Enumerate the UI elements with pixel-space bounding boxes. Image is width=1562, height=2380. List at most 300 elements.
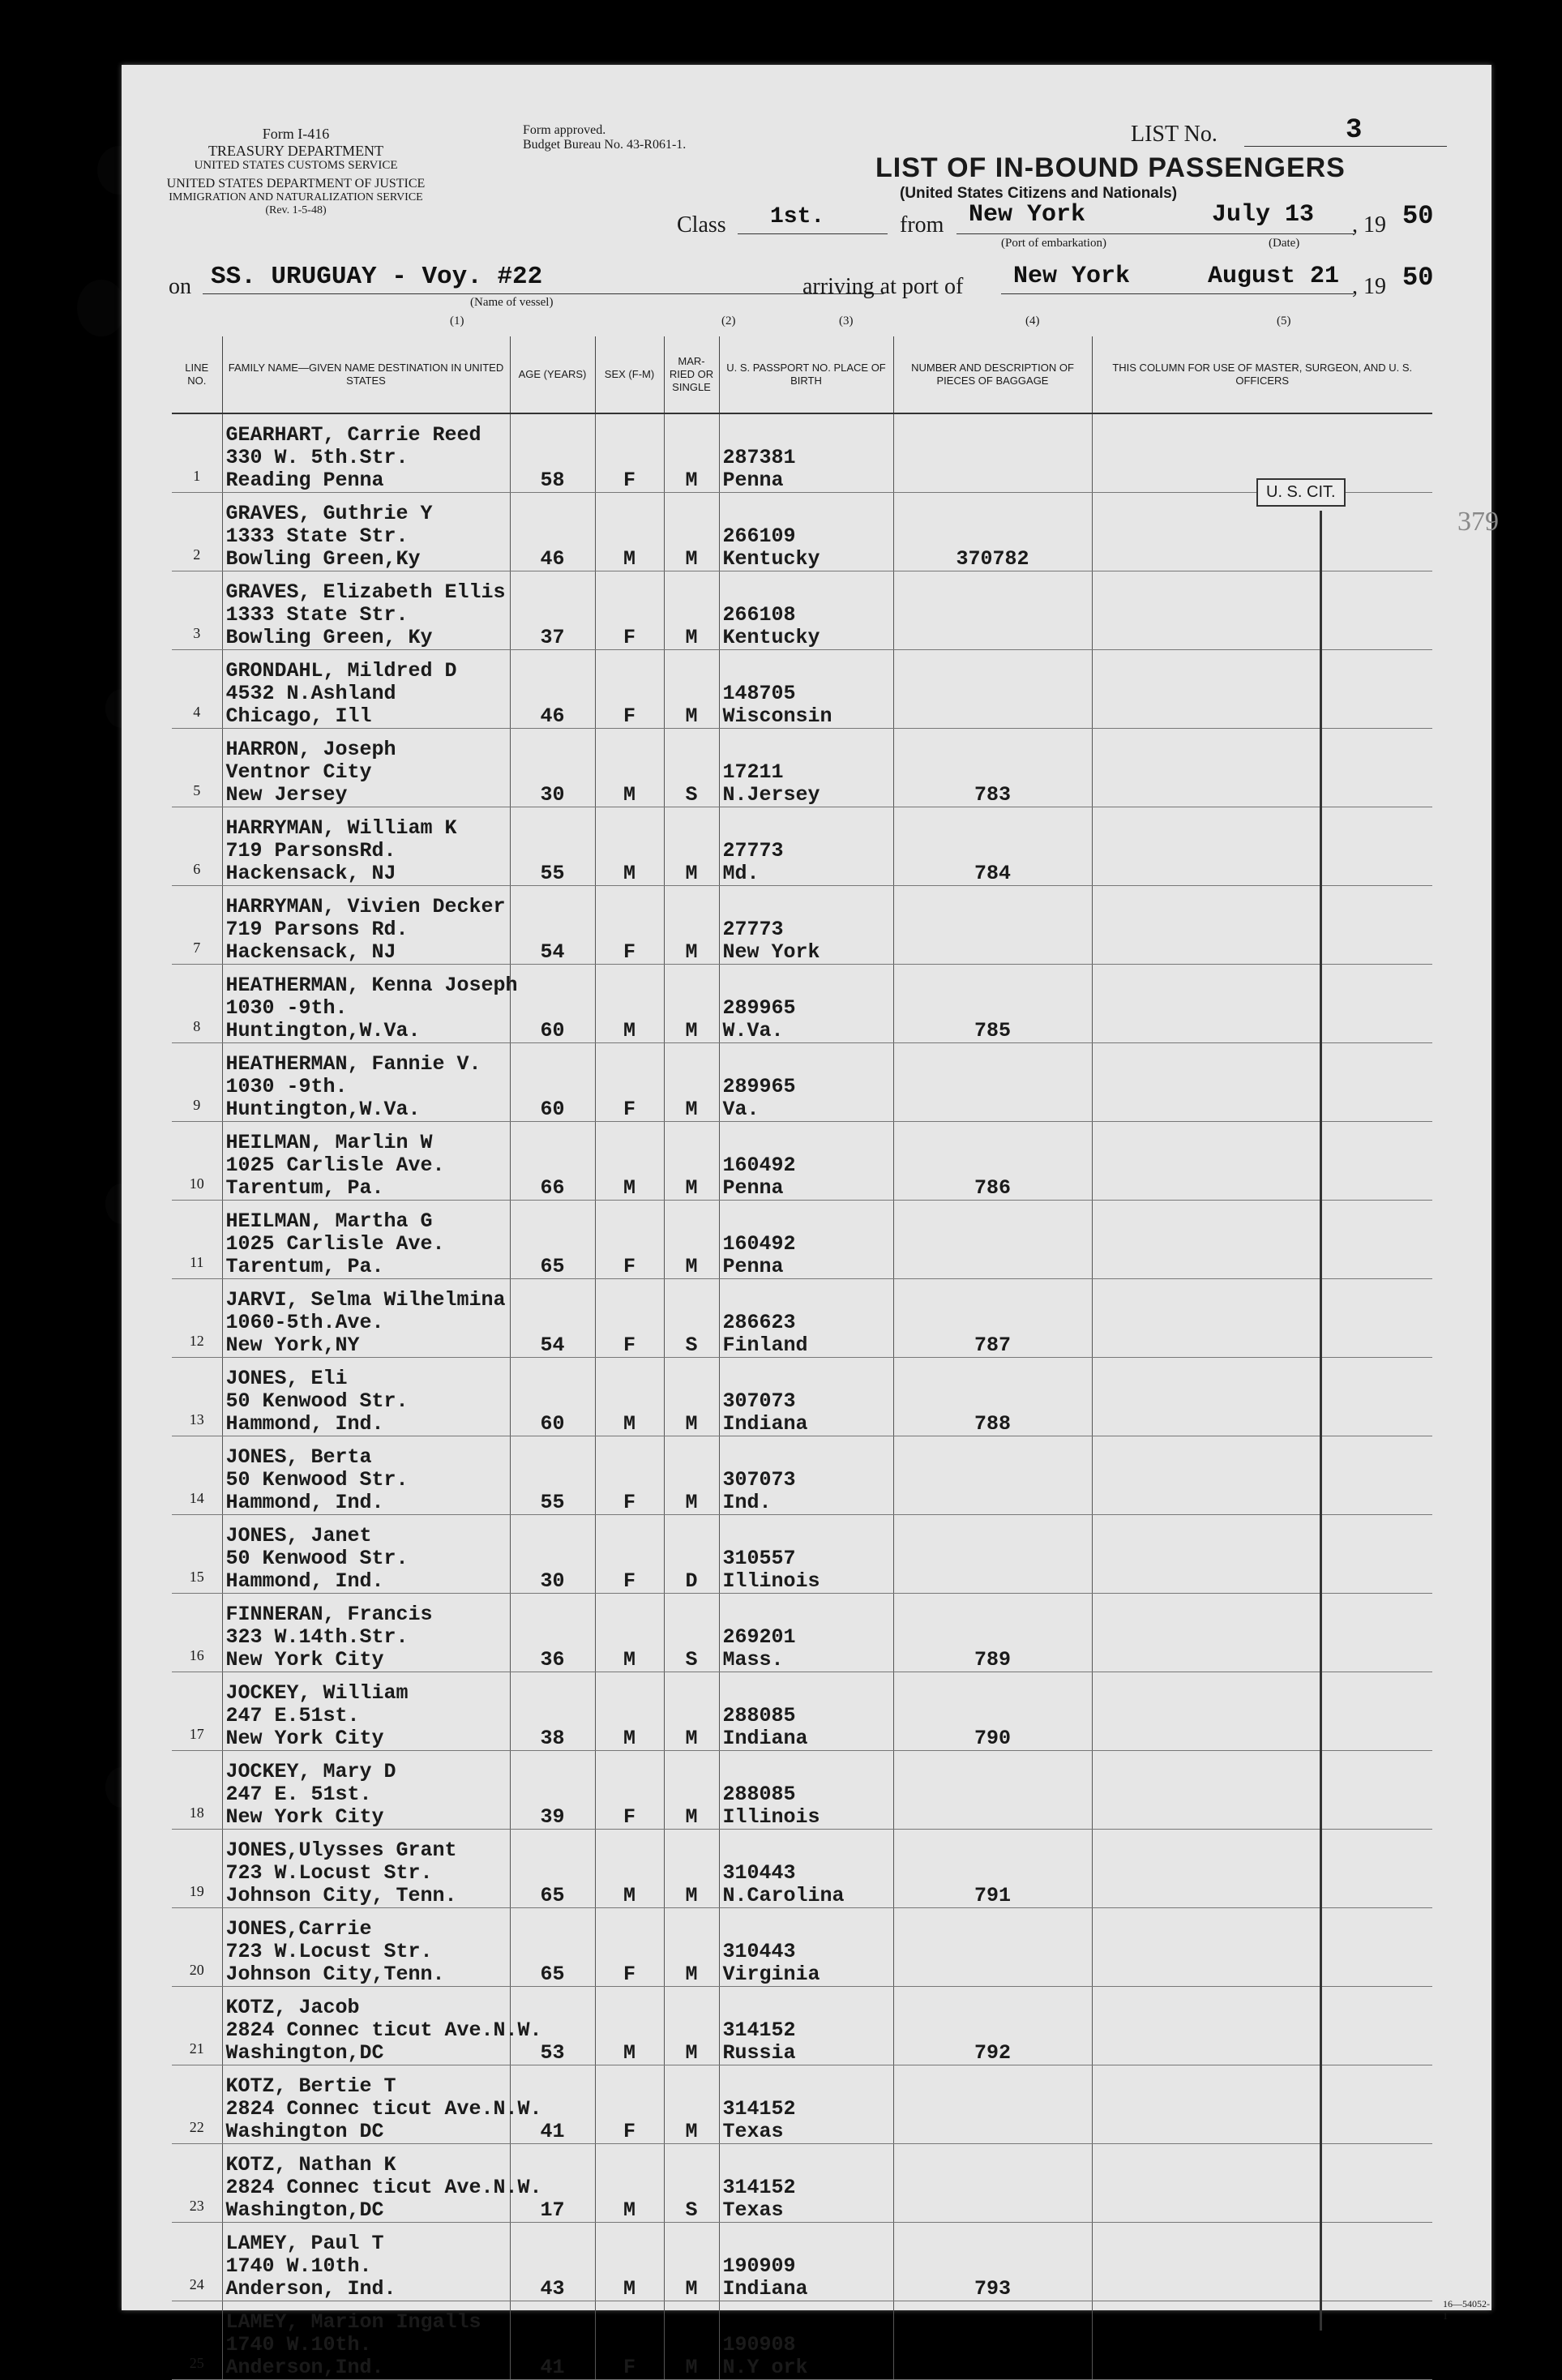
age-cell xyxy=(510,1201,595,1279)
passenger-name-cell xyxy=(222,1987,542,2065)
line-number-line: 8 xyxy=(193,1018,201,1034)
form-number: Form I-416 xyxy=(262,126,330,142)
passport-cell-birth: Finland xyxy=(722,1333,808,1357)
line-number xyxy=(172,1436,222,1515)
line-number-line: 13 xyxy=(189,1411,204,1428)
marital-cell-ms: M xyxy=(685,469,698,492)
passenger-name-cell-name: FINNERAN, Francis xyxy=(225,1603,433,1626)
age-cell-age: 60 xyxy=(540,1019,565,1042)
year-prefix: , 19 xyxy=(1352,212,1386,238)
arrival-port-line xyxy=(1001,293,1228,294)
sex-cell-sex: F xyxy=(623,1255,635,1278)
col-num-3: (3) xyxy=(839,315,854,327)
passport-cell xyxy=(719,886,893,965)
passenger-name-cell-addr1: 2824 Connec ticut Ave.N.W. xyxy=(225,2018,542,2042)
passenger-name-cell-addr2: Hammond, Ind. xyxy=(225,1569,384,1593)
line-number xyxy=(172,1830,222,1908)
sex-cell-sex: M xyxy=(623,1176,635,1200)
officers-cell xyxy=(1092,1672,1432,1751)
passport-cell-passport: 314152 xyxy=(722,2018,796,2042)
passenger-name-cell-name: HEATHERMAN, Kenna Joseph xyxy=(225,974,518,997)
col-officers: THIS COLUMN FOR USE OF MASTER, SURGEON, AND U. S. OFFICERS xyxy=(1092,336,1432,413)
passport-cell-birth: Kentucky xyxy=(722,626,820,649)
age-cell-age: 30 xyxy=(540,1569,565,1593)
passport-cell-passport: 310443 xyxy=(722,1861,796,1885)
sex-cell-sex: F xyxy=(623,940,635,964)
passenger-name-cell-name: HEILMAN, Martha G xyxy=(225,1209,433,1233)
sex-cell-sex: F xyxy=(623,1569,635,1593)
baggage-cell xyxy=(893,1830,1092,1908)
officers-cell xyxy=(1092,2223,1432,2301)
table-row xyxy=(172,2223,1432,2301)
col-name: FAMILY NAME—GIVEN NAME DESTINATION IN UNITED STATES xyxy=(222,336,510,413)
date-line xyxy=(1208,233,1354,234)
passenger-name-cell-name: JOCKEY, William xyxy=(225,1681,409,1705)
passport-cell-passport: 160492 xyxy=(722,1232,796,1256)
passenger-name-cell-addr2: New Jersey xyxy=(225,783,348,807)
officers-cell xyxy=(1092,1358,1432,1436)
line-number-line: 25 xyxy=(189,2355,204,2371)
passenger-name-cell-name: GRONDAHL, Mildred D xyxy=(225,659,457,683)
sex-cell-sex: F xyxy=(623,626,635,649)
line-number xyxy=(172,2144,222,2223)
baggage-cell xyxy=(893,965,1092,1043)
line-number-line: 1 xyxy=(193,468,201,484)
passenger-name-cell-addr1: Ventnor City xyxy=(225,760,372,784)
passport-cell xyxy=(719,965,893,1043)
marital-cell-ms: M xyxy=(685,626,698,649)
table-row xyxy=(172,729,1432,807)
passenger-name-cell-addr2: Hammond, Ind. xyxy=(225,1412,384,1436)
passenger-name-cell-addr2: New York City xyxy=(225,1727,384,1750)
passport-cell-birth: Penna xyxy=(722,469,784,492)
passenger-name-cell-name: LAMEY, Paul T xyxy=(225,2232,384,2255)
baggage-cell xyxy=(893,1672,1092,1751)
age-cell-age: 65 xyxy=(540,1884,565,1907)
marital-cell-ms: M xyxy=(685,1491,698,1514)
budget-bureau: Budget Bureau No. 43-R061-1. xyxy=(523,138,687,152)
table-row xyxy=(172,2065,1432,2144)
sex-cell xyxy=(595,1358,664,1436)
officers-cell xyxy=(1092,1043,1432,1122)
page-title: LIST OF IN-BOUND PASSENGERS xyxy=(875,152,1346,183)
passport-cell-passport: 289965 xyxy=(722,996,796,1020)
passenger-name-cell xyxy=(222,2301,510,2380)
officers-cell xyxy=(1092,1436,1432,1515)
passenger-name-cell-addr1: 723 W.Locust Str. xyxy=(225,1940,433,1963)
passport-cell-passport: 190908 xyxy=(722,2333,796,2356)
baggage-cell-baggage: 791 xyxy=(974,1884,1011,1907)
manifest-page xyxy=(122,65,1499,2379)
passport-cell-birth: Penna xyxy=(722,1255,784,1278)
age-cell xyxy=(510,2301,595,2380)
sex-cell-sex: M xyxy=(623,1412,635,1436)
line-number xyxy=(172,1751,222,1830)
passenger-name-cell-addr1: 330 W. 5th.Str. xyxy=(225,446,409,469)
date-caption: (Date) xyxy=(1269,237,1300,250)
passenger-name-cell-addr1: 247 E.51st. xyxy=(225,1704,360,1727)
line-number-line: 21 xyxy=(189,2040,204,2057)
table-row xyxy=(172,650,1432,729)
line-number-line: 3 xyxy=(193,625,201,641)
passenger-name-cell-addr1: 4532 N.Ashland xyxy=(225,682,396,705)
passenger-name-cell-addr2: Johnson City,Tenn. xyxy=(225,1963,445,1986)
passport-cell-birth: Wisconsin xyxy=(722,704,832,728)
passenger-name-cell-addr1: 1333 State Str. xyxy=(225,524,409,548)
passport-cell-passport: 288085 xyxy=(722,1704,796,1727)
baggage-cell xyxy=(893,1751,1092,1830)
passport-cell xyxy=(719,2301,893,2380)
age-cell-age: 41 xyxy=(540,2120,565,2143)
vessel-name: SS. URUGUAY - Voy. #22 xyxy=(211,263,543,291)
sex-cell-sex: F xyxy=(623,1963,635,1986)
passenger-name-cell-addr2: Chicago, Ill xyxy=(225,704,372,728)
sex-cell xyxy=(595,2144,664,2223)
col-baggage: NUMBER AND DESCRIPTION OF PIECES OF BAGGAGE xyxy=(893,336,1092,413)
sex-cell xyxy=(595,1751,664,1830)
baggage-cell xyxy=(893,571,1092,650)
passport-cell xyxy=(719,1043,893,1122)
passport-cell-birth: N.Y ork xyxy=(722,2356,808,2379)
marital-cell xyxy=(664,2223,719,2301)
passenger-name-cell xyxy=(222,1672,510,1751)
baggage-cell-baggage: 370782 xyxy=(956,547,1029,571)
passenger-name-cell xyxy=(222,1043,510,1122)
officers-cell xyxy=(1092,807,1432,886)
class-value: 1st. xyxy=(770,204,825,229)
col-num-2: (2) xyxy=(721,315,736,327)
table-row xyxy=(172,1672,1432,1751)
sex-cell xyxy=(595,1830,664,1908)
passenger-name-cell xyxy=(222,571,510,650)
passenger-name-cell-name: JONES,Ulysses Grant xyxy=(225,1839,457,1862)
sex-cell xyxy=(595,2223,664,2301)
passport-cell-passport: 148705 xyxy=(722,682,796,705)
passenger-name-cell-addr1: 50 Kenwood Str. xyxy=(225,1547,409,1570)
age-cell xyxy=(510,1279,595,1358)
age-cell xyxy=(510,729,595,807)
passport-cell xyxy=(719,1594,893,1672)
passenger-name-cell-addr2: Bowling Green, Ky xyxy=(225,626,433,649)
passport-cell-birth: Illinois xyxy=(722,1569,820,1593)
officers-cell xyxy=(1092,1830,1432,1908)
age-cell-age: 66 xyxy=(540,1176,565,1200)
passenger-name-cell-addr2: Bowling Green,Ky xyxy=(225,547,421,571)
sex-cell-sex: F xyxy=(623,1098,635,1121)
age-cell xyxy=(510,571,595,650)
passport-cell xyxy=(719,493,893,571)
table-row xyxy=(172,413,1432,493)
vessel-caption: (Name of vessel) xyxy=(470,296,554,309)
punch-hole xyxy=(77,280,126,336)
line-number xyxy=(172,1358,222,1436)
passenger-name-cell-addr2: New York City xyxy=(225,1648,384,1672)
marital-cell xyxy=(664,650,719,729)
passport-cell-birth: Texas xyxy=(722,2120,784,2143)
sex-cell-sex: F xyxy=(623,1333,635,1357)
embarkation-port: New York xyxy=(969,201,1086,229)
passenger-name-cell-addr1: 1740 W.10th. xyxy=(225,2333,372,2356)
passenger-name-cell-name: JONES, Janet xyxy=(225,1524,372,1547)
sex-cell xyxy=(595,413,664,493)
marital-cell-ms: S xyxy=(685,2198,698,2222)
age-cell-age: 60 xyxy=(540,1412,565,1436)
baggage-cell xyxy=(893,807,1092,886)
marital-cell xyxy=(664,2301,719,2380)
passenger-name-cell-addr2: New York,NY xyxy=(225,1333,360,1357)
age-cell-age: 55 xyxy=(540,862,565,885)
sex-cell-sex: F xyxy=(623,2120,635,2143)
sex-cell-sex: M xyxy=(623,783,635,807)
age-cell xyxy=(510,886,595,965)
arriving-label: arriving at port of xyxy=(802,274,964,299)
form-approved: Form approved. xyxy=(523,123,606,137)
list-no-line xyxy=(1244,146,1447,147)
passenger-name-cell-name: GRAVES, Guthrie Y xyxy=(225,502,433,525)
passport-cell xyxy=(719,571,893,650)
passenger-name-cell-addr1: 50 Kenwood Str. xyxy=(225,1468,409,1492)
passenger-name-cell-addr2: Washington,DC xyxy=(225,2198,384,2222)
sex-cell xyxy=(595,965,664,1043)
table-row xyxy=(172,1043,1432,1122)
passport-cell-passport: 27773 xyxy=(722,839,784,863)
table-row xyxy=(172,1279,1432,1358)
passenger-table xyxy=(172,336,1432,2380)
class-label: Class xyxy=(677,212,726,238)
passport-cell xyxy=(719,1672,893,1751)
sex-cell xyxy=(595,1908,664,1987)
table-row xyxy=(172,1201,1432,1279)
line-number xyxy=(172,2223,222,2301)
passenger-name-cell xyxy=(222,650,510,729)
passenger-name-cell-addr1: 1740 W.10th. xyxy=(225,2254,372,2278)
passport-cell-passport: 160492 xyxy=(722,1154,796,1177)
sex-cell xyxy=(595,1987,664,2065)
form-footer: 16—54052-1 xyxy=(1443,2298,1490,2322)
passenger-name-cell-name: JONES, Eli xyxy=(225,1367,348,1390)
baggage-cell-baggage: 784 xyxy=(974,862,1011,885)
passenger-name-cell xyxy=(222,2065,542,2144)
age-cell-age: 60 xyxy=(540,1098,565,1121)
sex-cell-sex: F xyxy=(623,1491,635,1514)
marital-cell-ms: S xyxy=(685,783,698,807)
marital-cell-ms: M xyxy=(685,940,698,964)
baggage-cell xyxy=(893,413,1092,493)
age-cell xyxy=(510,1672,595,1751)
marital-cell xyxy=(664,2065,719,2144)
year-prefix-2: , 19 xyxy=(1352,274,1386,299)
marital-cell-ms: M xyxy=(685,704,698,728)
marital-cell xyxy=(664,1672,719,1751)
line-number-line: 19 xyxy=(189,1883,204,1899)
passenger-name-cell-addr2: Reading Penna xyxy=(225,469,384,492)
passenger-name-cell xyxy=(222,413,510,493)
table-row xyxy=(172,1594,1432,1672)
baggage-cell xyxy=(893,1043,1092,1122)
line-number xyxy=(172,1987,222,2065)
sex-cell-sex: F xyxy=(623,704,635,728)
passport-cell-birth: Illinois xyxy=(722,1805,820,1829)
baggage-cell-baggage: 786 xyxy=(974,1176,1011,1200)
age-cell-age: 54 xyxy=(540,940,565,964)
table-row xyxy=(172,1908,1432,1987)
customs-service: UNITED STATES CUSTOMS SERVICE xyxy=(194,159,398,173)
passport-cell xyxy=(719,1358,893,1436)
officers-cell xyxy=(1092,729,1432,807)
sex-cell xyxy=(595,1594,664,1672)
passport-cell xyxy=(719,2065,893,2144)
line-number-line: 14 xyxy=(189,1490,204,1506)
age-cell xyxy=(510,807,595,886)
passport-cell-birth: New York xyxy=(722,940,820,964)
passport-cell-passport: 269201 xyxy=(722,1625,796,1649)
col-num-4: (4) xyxy=(1025,315,1040,327)
revision: (Rev. 1-5-48) xyxy=(265,204,327,217)
passenger-name-cell-addr1: 723 W.Locust Str. xyxy=(225,1861,433,1885)
age-cell xyxy=(510,650,595,729)
marital-cell-ms: M xyxy=(685,2041,698,2065)
baggage-cell-baggage: 790 xyxy=(974,1727,1011,1750)
line-number xyxy=(172,493,222,571)
passport-cell-passport: 289965 xyxy=(722,1075,796,1098)
passport-cell-passport: 266108 xyxy=(722,603,796,627)
baggage-cell xyxy=(893,2144,1092,2223)
passport-cell-passport: 310443 xyxy=(722,1940,796,1963)
passport-cell-birth: N.Carolina xyxy=(722,1884,845,1907)
passport-cell-passport: 287381 xyxy=(722,446,796,469)
line-number-line: 16 xyxy=(189,1647,204,1663)
line-number-line: 17 xyxy=(189,1726,204,1742)
passenger-name-cell-addr2: Huntington,W.Va. xyxy=(225,1019,421,1042)
passport-cell xyxy=(719,1436,893,1515)
from-line xyxy=(956,233,1248,234)
list-no-label: LIST No. xyxy=(1131,122,1218,147)
col-num-1: (1) xyxy=(450,315,464,327)
age-cell-age: 46 xyxy=(540,547,565,571)
age-cell-age: 41 xyxy=(540,2356,565,2379)
passport-cell xyxy=(719,413,893,493)
sex-cell-sex: M xyxy=(623,1884,635,1907)
col-sex: SEX (F-M) xyxy=(595,336,664,413)
passport-cell xyxy=(719,807,893,886)
age-cell-age: 30 xyxy=(540,783,565,807)
marital-cell-ms: M xyxy=(685,1098,698,1121)
age-cell-age: 65 xyxy=(540,1963,565,1986)
passport-cell-birth: W.Va. xyxy=(722,1019,784,1042)
baggage-cell xyxy=(893,1594,1092,1672)
passport-cell-passport: 307073 xyxy=(722,1468,796,1492)
passport-cell-passport: 17211 xyxy=(722,760,784,784)
age-cell-age: 38 xyxy=(540,1727,565,1750)
passenger-name-cell-addr1: 719 ParsonsRd. xyxy=(225,839,396,863)
passenger-name-cell-addr1: 1060-5th.Ave. xyxy=(225,1311,384,1334)
line-number xyxy=(172,807,222,886)
table-row xyxy=(172,2144,1432,2223)
age-cell xyxy=(510,1594,595,1672)
arrival-date: August 21 xyxy=(1208,263,1340,290)
passport-cell-passport: 314152 xyxy=(722,2176,796,2199)
passenger-name-cell-addr1: 1025 Carlisle Ave. xyxy=(225,1232,445,1256)
officers-cell xyxy=(1092,1515,1432,1594)
passenger-name-cell-addr2: Tarentum, Pa. xyxy=(225,1255,384,1278)
baggage-cell xyxy=(893,1515,1092,1594)
class-line xyxy=(738,233,888,234)
passenger-name-cell-name: HARRYMAN, Vivien Decker xyxy=(225,895,506,918)
marital-cell xyxy=(664,1436,719,1515)
passport-cell-birth: Ind. xyxy=(722,1491,772,1514)
marital-cell xyxy=(664,1122,719,1201)
passport-cell xyxy=(719,1830,893,1908)
passenger-name-cell-name: JONES,Carrie xyxy=(225,1917,372,1941)
line-number-line: 11 xyxy=(190,1254,204,1270)
passenger-name-cell-addr1: 247 E. 51st. xyxy=(225,1783,372,1806)
passenger-name-cell xyxy=(222,2144,542,2223)
baggage-cell-baggage: 793 xyxy=(974,2277,1011,2301)
officers-cell xyxy=(1092,2301,1432,2380)
passport-cell xyxy=(719,1201,893,1279)
table-row xyxy=(172,807,1432,886)
passenger-name-cell xyxy=(222,493,510,571)
passenger-name-cell xyxy=(222,1515,510,1594)
age-cell xyxy=(510,1751,595,1830)
marital-cell xyxy=(664,1594,719,1672)
table-row xyxy=(172,571,1432,650)
passport-cell xyxy=(719,1122,893,1201)
marital-cell xyxy=(664,1908,719,1987)
marital-cell xyxy=(664,493,719,571)
officers-cell xyxy=(1092,571,1432,650)
marital-cell xyxy=(664,1830,719,1908)
passenger-name-cell-name: HEILMAN, Marlin W xyxy=(225,1131,433,1154)
sex-cell xyxy=(595,2301,664,2380)
marital-cell xyxy=(664,1987,719,2065)
age-cell xyxy=(510,1043,595,1122)
passenger-name-cell-name: GEARHART, Carrie Reed xyxy=(225,423,481,447)
table-row xyxy=(172,2301,1432,2380)
justice-dept: UNITED STATES DEPARTMENT OF JUSTICE xyxy=(166,176,426,190)
marital-cell xyxy=(664,1279,719,1358)
sex-cell-sex: M xyxy=(623,1727,635,1750)
baggage-cell xyxy=(893,729,1092,807)
sex-cell xyxy=(595,1672,664,1751)
marital-cell-ms: M xyxy=(685,1727,698,1750)
passenger-name-cell-addr1: 1333 State Str. xyxy=(225,603,409,627)
passenger-name-cell-addr1: 2824 Connec ticut Ave.N.W. xyxy=(225,2176,542,2199)
baggage-cell xyxy=(893,1122,1092,1201)
line-number-line: 18 xyxy=(189,1804,204,1821)
marital-cell-ms: M xyxy=(685,1884,698,1907)
sex-cell xyxy=(595,1279,664,1358)
marital-cell xyxy=(664,886,719,965)
age-cell xyxy=(510,413,595,493)
passenger-name-cell xyxy=(222,1594,510,1672)
passport-cell-birth: Russia xyxy=(722,2041,796,2065)
officers-cell xyxy=(1092,1594,1432,1672)
line-number-line: 7 xyxy=(193,940,201,956)
line-number-line: 12 xyxy=(189,1333,204,1349)
line-number xyxy=(172,1201,222,1279)
baggage-cell-baggage: 785 xyxy=(974,1019,1011,1042)
age-cell xyxy=(510,1830,595,1908)
passenger-name-cell xyxy=(222,2223,510,2301)
passport-cell-birth: Va. xyxy=(722,1098,760,1121)
line-number-line: 5 xyxy=(193,782,201,798)
marital-cell-ms: S xyxy=(685,1333,698,1357)
table-header-row xyxy=(172,336,1432,413)
sex-cell-sex: M xyxy=(623,2198,635,2222)
arrival-port: New York xyxy=(1013,263,1131,290)
age-cell-age: 53 xyxy=(540,2041,565,2065)
